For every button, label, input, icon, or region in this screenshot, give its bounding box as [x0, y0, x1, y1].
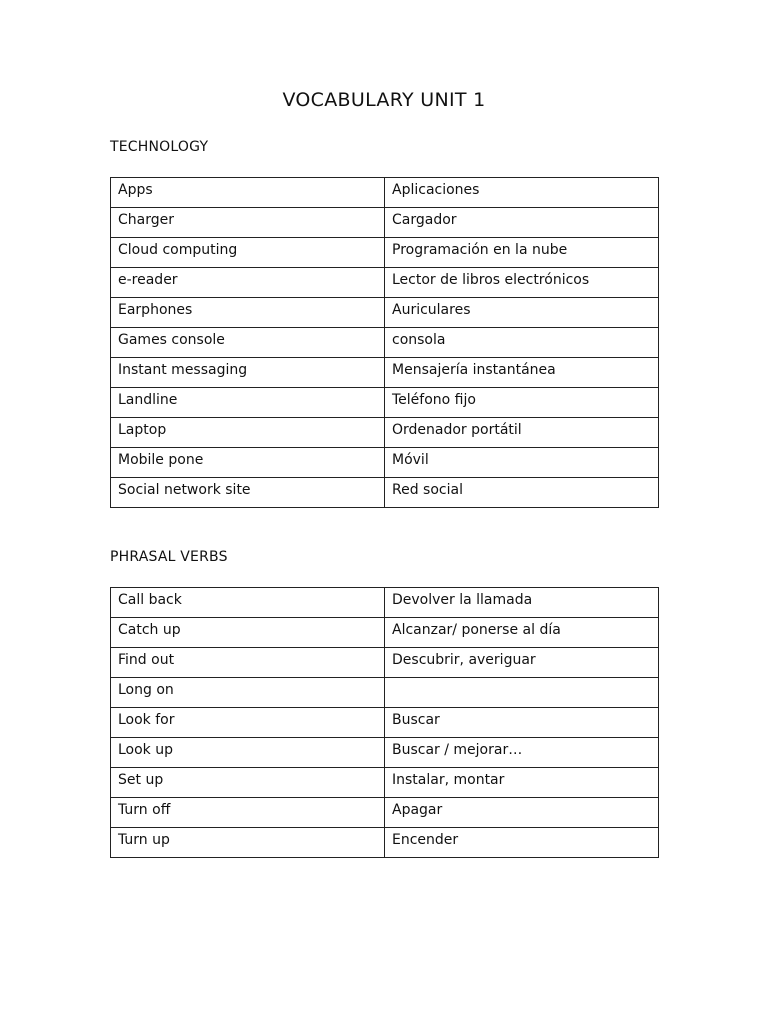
section-heading-phrasal-verbs: PHRASAL VERBS — [110, 549, 228, 565]
english-term: Look up — [111, 738, 385, 768]
table-row — [111, 768, 659, 798]
english-term: Set up — [111, 768, 385, 798]
spanish-translation: Lector de libros electrónicos — [385, 268, 659, 298]
table-row — [111, 328, 659, 358]
table-row — [111, 588, 659, 618]
english-term: Find out — [111, 648, 385, 678]
english-term: Cloud computing — [111, 238, 385, 268]
english-term: Look for — [111, 708, 385, 738]
spanish-translation: Encender — [385, 828, 659, 858]
table-row — [111, 178, 659, 208]
table-row — [111, 418, 659, 448]
spanish-translation: Alcanzar/ ponerse al día — [385, 618, 659, 648]
table-row — [111, 828, 659, 858]
spanish-translation: Aplicaciones — [385, 178, 659, 208]
table-row — [111, 678, 659, 708]
phrasal-verbs-table — [110, 587, 659, 858]
spanish-translation: Red social — [385, 478, 659, 508]
spanish-translation: Instalar, montar — [385, 768, 659, 798]
table-row — [111, 448, 659, 478]
table-row — [111, 478, 659, 508]
spanish-translation — [385, 678, 659, 708]
english-term: Charger — [111, 208, 385, 238]
english-term: Instant messaging — [111, 358, 385, 388]
english-term: Turn up — [111, 828, 385, 858]
document-title: VOCABULARY UNIT 1 — [282, 89, 486, 111]
table-row — [111, 648, 659, 678]
spanish-translation: Programación en la nube — [385, 238, 659, 268]
table-row — [111, 238, 659, 268]
spanish-translation: Apagar — [385, 798, 659, 828]
section-heading-technology: TECHNOLOGY — [110, 139, 209, 155]
table-row — [111, 618, 659, 648]
english-term: Apps — [111, 178, 385, 208]
spanish-translation: Mensajería instantánea — [385, 358, 659, 388]
english-term: e-reader — [111, 268, 385, 298]
spanish-translation: consola — [385, 328, 659, 358]
spanish-translation: Auriculares — [385, 298, 659, 328]
table-row — [111, 358, 659, 388]
spanish-translation: Buscar — [385, 708, 659, 738]
spanish-translation: Devolver la llamada — [385, 588, 659, 618]
spanish-translation: Móvil — [385, 448, 659, 478]
table-row — [111, 708, 659, 738]
table-row — [111, 268, 659, 298]
table-row — [111, 208, 659, 238]
spanish-translation: Ordenador portátil — [385, 418, 659, 448]
english-term: Call back — [111, 588, 385, 618]
spanish-translation: Teléfono fijo — [385, 388, 659, 418]
spanish-translation: Descubrir, averiguar — [385, 648, 659, 678]
spanish-translation: Cargador — [385, 208, 659, 238]
english-term: Games console — [111, 328, 385, 358]
table-row — [111, 388, 659, 418]
english-term: Laptop — [111, 418, 385, 448]
technology-vocabulary-table — [110, 177, 659, 508]
english-term: Turn off — [111, 798, 385, 828]
spanish-translation: Buscar / mejorar… — [385, 738, 659, 768]
english-term: Catch up — [111, 618, 385, 648]
english-term: Mobile pone — [111, 448, 385, 478]
table-row — [111, 738, 659, 768]
english-term: Social network site — [111, 478, 385, 508]
table-row — [111, 298, 659, 328]
english-term: Long on — [111, 678, 385, 708]
english-term: Landline — [111, 388, 385, 418]
table-row — [111, 798, 659, 828]
english-term: Earphones — [111, 298, 385, 328]
